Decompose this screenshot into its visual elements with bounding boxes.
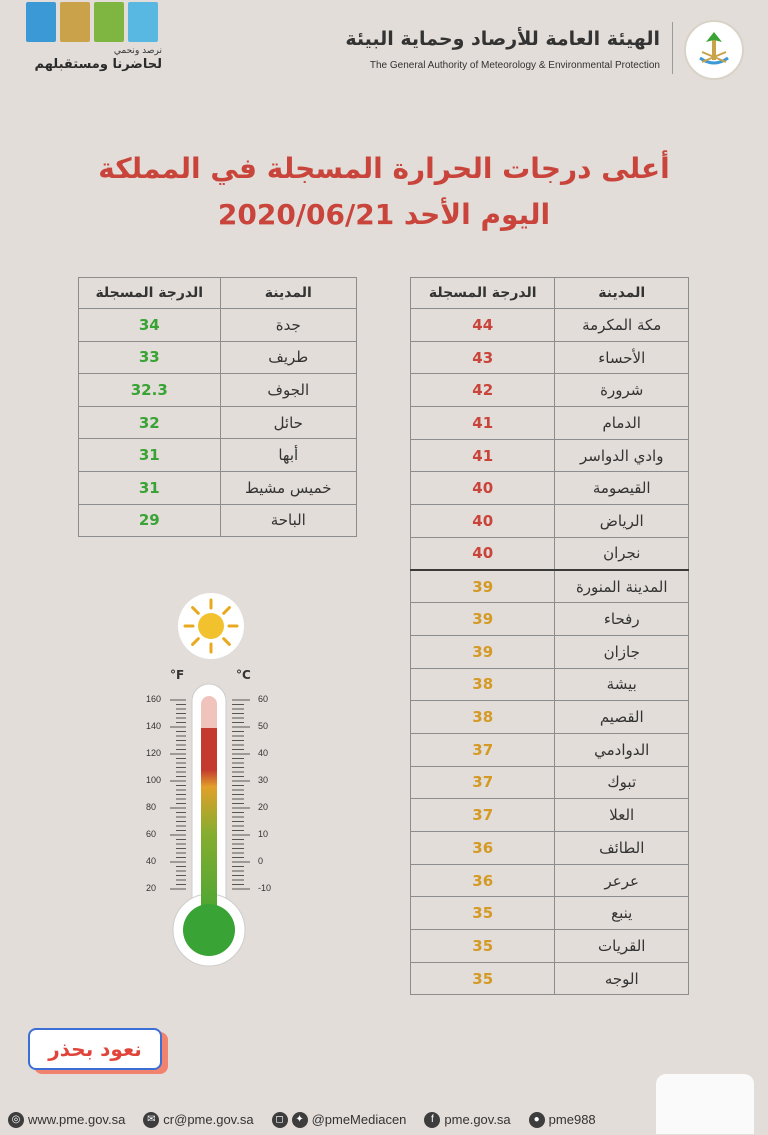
temp-cell: 42 bbox=[411, 374, 555, 407]
temp-cell: 39 bbox=[411, 603, 555, 636]
table-row bbox=[79, 504, 357, 537]
city-cell: خميس مشيط bbox=[220, 471, 356, 504]
table-row bbox=[411, 341, 689, 374]
column-header-temp: الدرجة المسجلة bbox=[411, 278, 555, 309]
table-row bbox=[411, 635, 689, 668]
table-row bbox=[411, 668, 689, 701]
fahrenheit-tick-label: 40 bbox=[146, 856, 157, 866]
city-cell: عرعر bbox=[555, 864, 689, 897]
table-row bbox=[411, 472, 689, 505]
temp-cell: 36 bbox=[411, 832, 555, 865]
temp-cell: 32.3 bbox=[79, 374, 221, 407]
fahrenheit-tick-label: 60 bbox=[146, 829, 157, 839]
city-cell: تبوك bbox=[555, 766, 689, 799]
fahrenheit-tick-label: 160 bbox=[146, 694, 162, 704]
city-cell: الدوادمي bbox=[555, 733, 689, 766]
temp-cell: 37 bbox=[411, 766, 555, 799]
table-row bbox=[411, 603, 689, 636]
table-row bbox=[411, 374, 689, 407]
pme-emblem-icon bbox=[684, 20, 744, 80]
footer bbox=[0, 1104, 768, 1135]
table-row bbox=[411, 799, 689, 832]
wind-icon bbox=[128, 2, 158, 42]
table-row bbox=[411, 570, 689, 603]
celsius-tick-label: 20 bbox=[258, 802, 269, 812]
table-row bbox=[411, 701, 689, 734]
column-header-city: المدينة bbox=[220, 278, 356, 309]
globe-icon: ◎ bbox=[8, 1112, 24, 1128]
org-name-english: The General Authority of Meteorology & Environmental Protection bbox=[369, 60, 660, 71]
celsius-tick-label: 30 bbox=[258, 775, 269, 785]
thermometer-graphic bbox=[140, 668, 290, 988]
table-row bbox=[411, 407, 689, 440]
temp-cell: 29 bbox=[79, 504, 221, 537]
thermometer bbox=[140, 668, 290, 988]
table-row bbox=[79, 406, 357, 439]
temp-cell: 37 bbox=[411, 799, 555, 832]
temp-cell: 41 bbox=[411, 439, 555, 472]
celsius-tick-label: 50 bbox=[258, 721, 269, 731]
table-row bbox=[411, 962, 689, 995]
table-row bbox=[79, 471, 357, 504]
footer-website[interactable] bbox=[8, 1112, 125, 1128]
temp-cell: 38 bbox=[411, 668, 555, 701]
table-row bbox=[411, 864, 689, 897]
city-cell: المدينة المنورة bbox=[555, 570, 689, 603]
campaign-slogan-small: نرصد ونحمي bbox=[113, 46, 162, 56]
mail-icon: ✉ bbox=[143, 1112, 159, 1128]
temp-cell: 32 bbox=[79, 406, 221, 439]
city-cell: ينبع bbox=[555, 897, 689, 930]
temp-cell: 35 bbox=[411, 962, 555, 995]
city-cell: الطائف bbox=[555, 832, 689, 865]
table-row bbox=[411, 505, 689, 538]
footer-phone[interactable] bbox=[529, 1112, 596, 1128]
city-cell: القيصومة bbox=[555, 472, 689, 505]
temp-cell: 38 bbox=[411, 701, 555, 734]
city-cell: الوجه bbox=[555, 962, 689, 995]
column-header-temp: الدرجة المسجلة bbox=[79, 278, 221, 309]
city-cell: شرورة bbox=[555, 374, 689, 407]
city-cell: الرياض bbox=[555, 505, 689, 538]
org-name-arabic: الهيئة العامة للأرصاد وحماية البيئة bbox=[345, 28, 660, 50]
footer-email[interactable] bbox=[143, 1112, 253, 1128]
campaign-slogan: لحاضرنا ومستقبلهم bbox=[34, 57, 162, 72]
celsius-tick-label: 60 bbox=[258, 694, 269, 704]
city-cell: الجوف bbox=[220, 374, 356, 407]
table-row bbox=[79, 309, 357, 342]
snapchat-icon: ● bbox=[529, 1112, 545, 1128]
table-row bbox=[411, 832, 689, 865]
footer-social-text: @pmeMediacen bbox=[311, 1112, 407, 1127]
fahrenheit-tick-label: 20 bbox=[146, 883, 157, 893]
leaf-icon bbox=[94, 2, 124, 42]
fahrenheit-tick-label: 80 bbox=[146, 802, 157, 812]
instagram-icon: ◻ bbox=[272, 1112, 288, 1128]
temp-cell: 40 bbox=[411, 537, 555, 570]
temp-cell: 40 bbox=[411, 472, 555, 505]
table-row bbox=[79, 341, 357, 374]
temp-cell: 43 bbox=[411, 341, 555, 374]
fahrenheit-tick-label: 100 bbox=[146, 775, 162, 785]
city-cell: العلا bbox=[555, 799, 689, 832]
table-header-row bbox=[79, 278, 357, 309]
celsius-tick-label: 0 bbox=[258, 856, 264, 866]
city-cell: الدمام bbox=[555, 407, 689, 440]
twitter-icon: ✦ bbox=[292, 1112, 308, 1128]
temp-cell: 39 bbox=[411, 570, 555, 603]
celsius-tick-label: 10 bbox=[258, 829, 269, 839]
temp-cell: 35 bbox=[411, 930, 555, 963]
temp-cell: 40 bbox=[411, 505, 555, 538]
city-cell: مكة المكرمة bbox=[555, 309, 689, 342]
fahrenheit-tick-label: 140 bbox=[146, 721, 162, 731]
facebook-icon: f bbox=[424, 1112, 440, 1128]
city-cell: الأحساء bbox=[555, 341, 689, 374]
footer-social[interactable] bbox=[272, 1112, 407, 1128]
table-row bbox=[411, 309, 689, 342]
city-cell: وادي الدواسر bbox=[555, 439, 689, 472]
temp-cell: 34 bbox=[79, 309, 221, 342]
city-cell: القريات bbox=[555, 930, 689, 963]
right-temperature-table bbox=[410, 277, 689, 995]
temp-cell: 36 bbox=[411, 864, 555, 897]
water-icon bbox=[26, 2, 56, 42]
sun-icon bbox=[178, 593, 244, 659]
table-row bbox=[411, 897, 689, 930]
page-subtitle-date: اليوم الأحد 2020/06/21 bbox=[217, 198, 551, 231]
header bbox=[0, 0, 768, 90]
city-cell: أبها bbox=[220, 439, 356, 472]
sand-icon bbox=[60, 2, 90, 42]
city-cell: حائل bbox=[220, 406, 356, 439]
celsius-tick-label: -10 bbox=[258, 883, 272, 893]
temp-cell: 33 bbox=[79, 341, 221, 374]
city-cell: طريف bbox=[220, 341, 356, 374]
left-table-body bbox=[79, 309, 357, 537]
table-header-row bbox=[411, 278, 689, 309]
temp-cell: 31 bbox=[79, 439, 221, 472]
temp-cell: 39 bbox=[411, 635, 555, 668]
footer-facebook-text: pme.gov.sa bbox=[444, 1112, 511, 1127]
city-cell: رفحاء bbox=[555, 603, 689, 636]
footer-website-text: www.pme.gov.sa bbox=[28, 1112, 126, 1127]
temp-cell: 44 bbox=[411, 309, 555, 342]
left-temperature-table bbox=[78, 277, 357, 537]
celsius-tick-label: 40 bbox=[258, 748, 269, 758]
temp-cell: 41 bbox=[411, 407, 555, 440]
temp-cell: 37 bbox=[411, 733, 555, 766]
temp-cell: 31 bbox=[79, 471, 221, 504]
header-divider bbox=[672, 22, 673, 74]
footer-facebook[interactable] bbox=[424, 1112, 510, 1128]
city-cell: نجران bbox=[555, 537, 689, 570]
city-cell: جدة bbox=[220, 309, 356, 342]
city-cell: بيشة bbox=[555, 668, 689, 701]
table-row bbox=[411, 766, 689, 799]
city-cell: القصيم bbox=[555, 701, 689, 734]
right-table-body bbox=[411, 309, 689, 995]
campaign-badge: نعود بحذر bbox=[28, 1028, 162, 1070]
footer-email-text: cr@pme.gov.sa bbox=[163, 1112, 254, 1127]
table-row bbox=[411, 537, 689, 570]
city-cell: جازان bbox=[555, 635, 689, 668]
temp-cell: 35 bbox=[411, 897, 555, 930]
table-row bbox=[411, 733, 689, 766]
column-header-city: المدينة bbox=[555, 278, 689, 309]
table-row bbox=[79, 374, 357, 407]
page-title: أعلى درجات الحرارة المسجلة في المملكة bbox=[98, 152, 670, 185]
footer-phone-text: pme988 bbox=[548, 1112, 596, 1127]
fahrenheit-label: °F bbox=[170, 668, 185, 682]
campaign-logo bbox=[26, 2, 166, 82]
fahrenheit-tick-label: 120 bbox=[146, 748, 162, 758]
table-row bbox=[79, 439, 357, 472]
city-cell: الباحة bbox=[220, 504, 356, 537]
table-row bbox=[411, 930, 689, 963]
table-row bbox=[411, 439, 689, 472]
celsius-label: °C bbox=[236, 668, 251, 682]
